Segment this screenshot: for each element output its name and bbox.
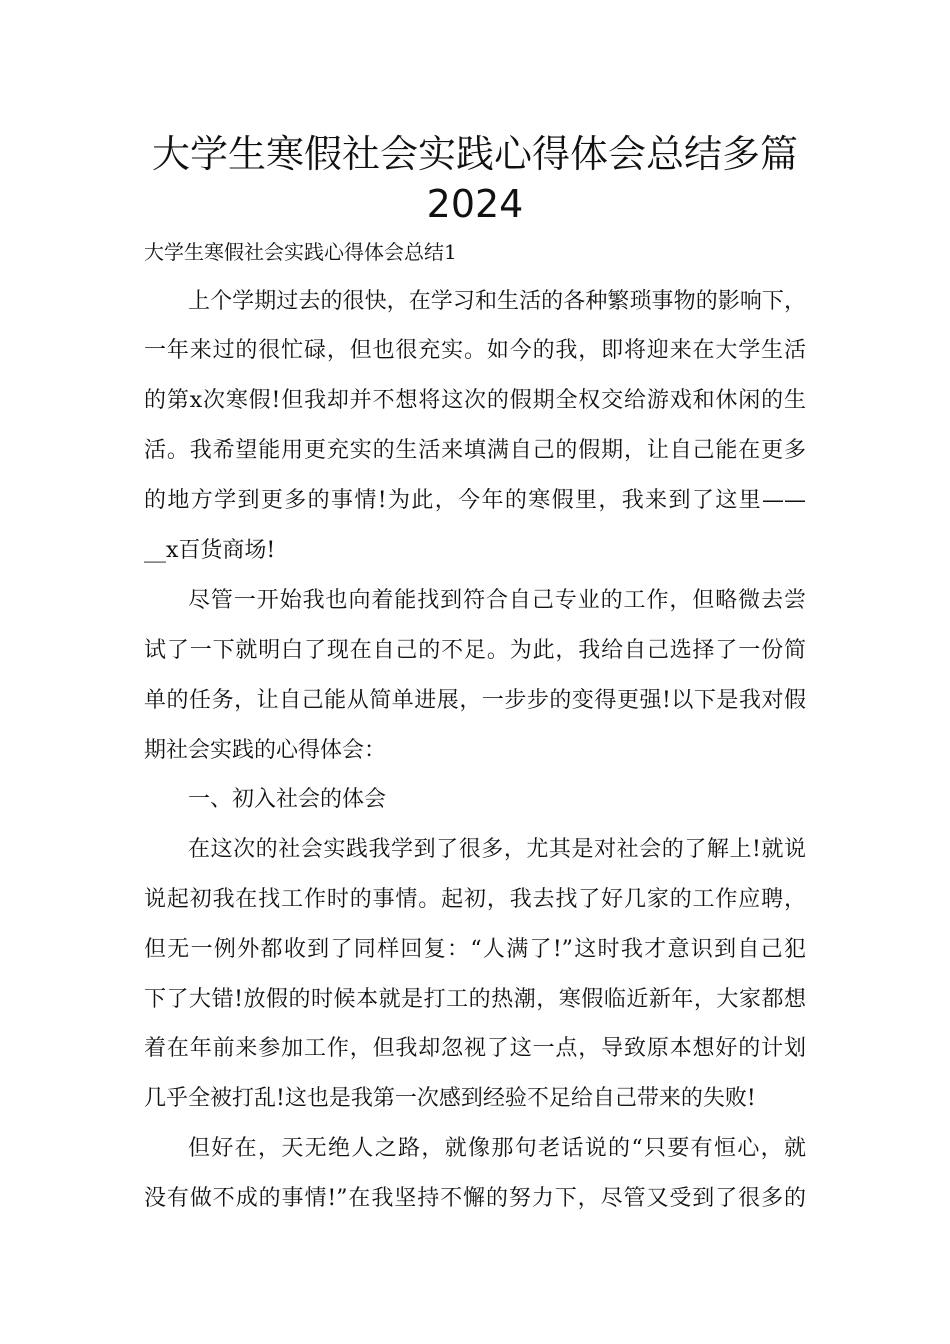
paragraph-line: 没有做不成的事情!”在我坚持不懈的努力下，尽管又受到了很多的	[144, 1186, 806, 1211]
paragraph-line: 试了一下就明白了现在自己的不足。为此，我给自己选择了一份简	[144, 638, 806, 663]
section-heading: 一、初入社会的体会	[188, 787, 387, 812]
paragraph-line: 上个学期过去的很快，在学习和生活的各种繁琐事物的影响下，	[188, 289, 806, 314]
paragraph-line: 说起初我在找工作时的事情。起初，我去找了好几家的工作应聘，	[144, 887, 806, 912]
paragraph-line: 一年来过的很忙碌，但也很充实。如今的我，即将迎来在大学生活	[144, 338, 806, 363]
paragraph-line: __x百货商场!	[144, 538, 276, 563]
paragraph-line: 单的任务，让自己能从简单进展，一步步的变得更强!以下是我对假	[144, 688, 806, 713]
paragraph-line: 但好在，天无绝人之路，就像那句老话说的“只要有恒心，就	[188, 1136, 806, 1161]
paragraph-line: 但无一例外都收到了同样回复：“人满了!”这时我才意识到自己犯	[144, 937, 806, 962]
paragraph-line: 活。我希望能用更充实的生活来填满自己的假期，让自己能在更多	[144, 438, 806, 463]
paragraph-line: 几乎全被打乱!这也是我第一次感到经验不足给自己带来的失败!	[144, 1086, 756, 1111]
paragraph-line: 尽管一开始我也向着能找到符合自己专业的工作，但略微去尝	[188, 588, 806, 613]
document-title-line2: 2024	[426, 182, 524, 226]
document-title-line1: 大学生寒假社会实践心得体会总结多篇	[151, 132, 798, 176]
paragraph-line: 的第x次寒假!但我却并不想将这次的假期全权交给游戏和休闲的生	[144, 388, 806, 413]
paragraph-line: 在这次的社会实践我学到了很多，尤其是对社会的了解上!就说	[188, 837, 806, 862]
paragraph-line: 着在年前来参加工作，但我却忽视了这一点，导致原本想好的计划	[144, 1036, 806, 1061]
section-subtitle: 大学生寒假社会实践心得体会总结1	[144, 240, 457, 264]
paragraph-line: 的地方学到更多的事情!为此，今年的寒假里，我来到了这里——	[144, 488, 806, 513]
paragraph-line: 期社会实践的心得体会：	[144, 738, 387, 763]
paragraph-line: 下了大错!放假的时候本就是打工的热潮，寒假临近新年，大家都想	[144, 987, 806, 1012]
